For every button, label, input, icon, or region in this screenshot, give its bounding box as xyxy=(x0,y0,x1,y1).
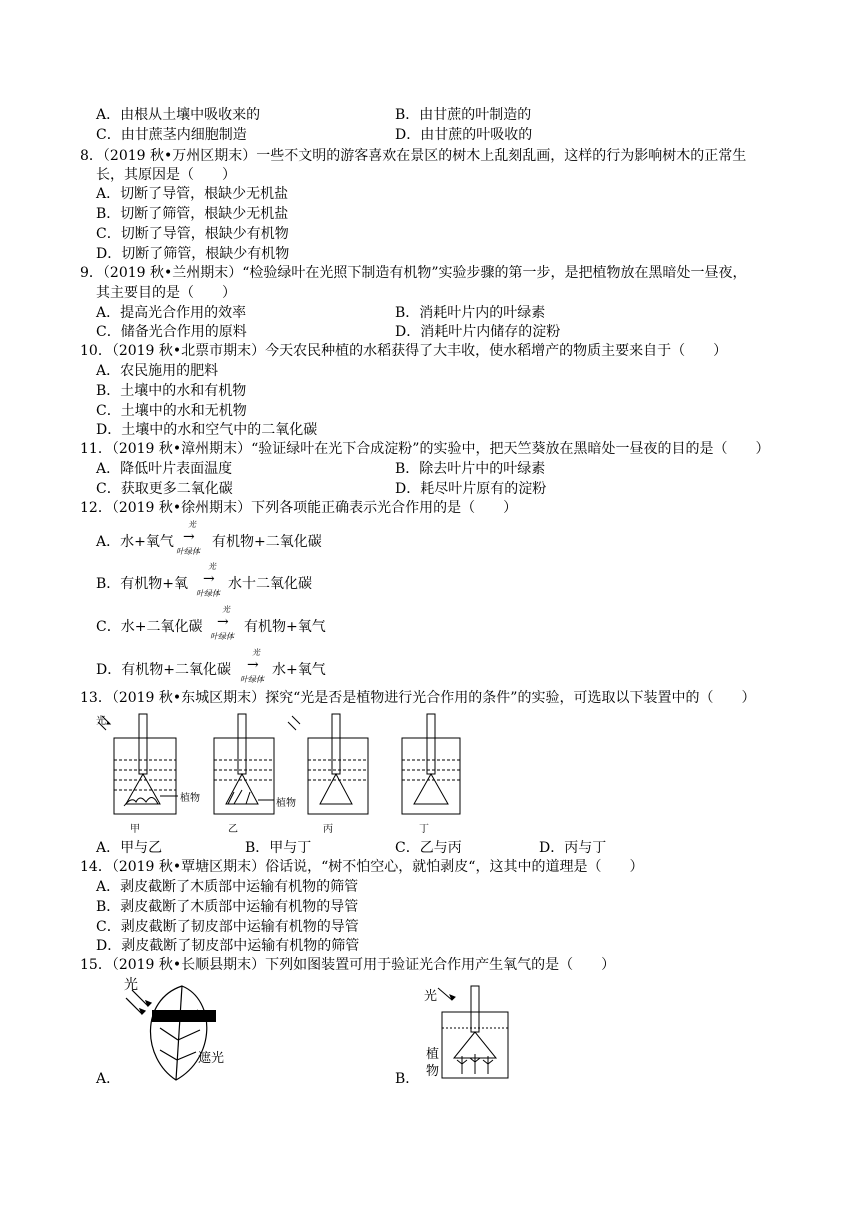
q15-b-plant-label-1: 植 xyxy=(426,1047,440,1062)
q11-option-b: B．除去叶片中的叶绿素 xyxy=(395,461,546,477)
q12-a-left: A．水+氧气 xyxy=(96,534,174,550)
q12-c-arrow: → xyxy=(217,614,229,630)
q9-option-d: D．消耗叶片内储存的淀粉 xyxy=(395,324,561,340)
q10-option-c: C．土壤中的水和无机物 xyxy=(96,403,247,419)
leaf-shading-illustration xyxy=(120,980,240,1090)
q13-light-label: 光 xyxy=(96,716,106,727)
q13-apparatus-figure xyxy=(96,712,476,834)
q11-option-a: A．降低叶片表面温度 xyxy=(96,461,233,477)
q13-plant-label-2: 植物 xyxy=(276,798,296,809)
q12-d-arrow: → xyxy=(247,657,259,673)
q8-option-c: C．切断了导管，根缺少有机物 xyxy=(96,226,289,242)
q12-c-right: 有机物+氧气 xyxy=(244,619,326,635)
q14-option-c: C．剥皮截断了韧皮部中运输有机物的导管 xyxy=(96,919,359,935)
q12-a-chloro: 叶绿体 xyxy=(176,547,200,556)
q15-stem: 15．（2019 秋•长顺县期末）下列如图装置可用于验证光合作用产生氧气的是（ ） xyxy=(80,957,616,973)
q10-option-a: A．农民施用的肥料 xyxy=(96,363,219,379)
q12-d-chloro: 叶绿体 xyxy=(240,675,264,684)
q15-option-a-label: A． xyxy=(96,1071,121,1087)
q12-d-light: 光 xyxy=(252,648,260,657)
q8-option-a: A．切断了导管，根缺少无机盐 xyxy=(96,186,289,202)
q8-stem-line2: 长，其原因是（ ） xyxy=(96,167,236,183)
q12-d-left: D．有机物+二氧化碳 xyxy=(96,662,231,678)
beaker-yi-drawing xyxy=(214,714,274,814)
q10-option-b: B．土壤中的水和有机物 xyxy=(96,383,247,399)
q14-option-b: B．剥皮截断了木质部中运输有机物的导管 xyxy=(96,899,359,915)
q8-option-b: B．切断了筛管，根缺少无机盐 xyxy=(96,206,289,222)
q13-plant-label-1: 植物 xyxy=(180,793,200,804)
q12-a-arrow: → xyxy=(183,529,195,545)
q7-option-a: A．由根从土壤中吸收来的 xyxy=(96,107,261,123)
q8-stem-line1: 8．（2019 秋•万州区期末）一些不文明的游客喜欢在景区的树木上乱刻乱画，这样的行为影响树木的正常生 xyxy=(80,148,747,164)
q12-b-left: B．有机物+氧 xyxy=(96,576,189,592)
q9-option-a: A．提高光合作用的效率 xyxy=(96,305,247,321)
beaker-ding-drawing xyxy=(402,714,460,814)
q12-b-right: 水十二氧化碳 xyxy=(228,576,312,592)
q14-option-d: D．剥皮截断了韧皮部中运输有机物的筛管 xyxy=(96,938,360,954)
q13-caption-ding: 丁 xyxy=(419,824,429,835)
q15-b-light-label: 光 xyxy=(424,989,438,1004)
q9-option-c: C．储备光合作用的原料 xyxy=(96,324,247,340)
q13-caption-bing: 丙 xyxy=(323,824,333,835)
q13-beakers-illustration xyxy=(96,712,476,834)
q8-option-d: D．切断了筛管，根缺少有机物 xyxy=(96,246,290,262)
q13-option-c: C．乙与丙 xyxy=(395,840,462,856)
q11-option-c: C．获取更多二氧化碳 xyxy=(96,481,233,497)
q9-option-b: B．消耗叶片内的叶绿素 xyxy=(395,305,546,321)
q12-d-right: 水+氧气 xyxy=(272,662,326,678)
q9-stem-line2: 其主要目的是（ ） xyxy=(96,285,236,301)
q7-option-b: B．由甘蔗的叶制造的 xyxy=(395,107,532,123)
q15-figure-a xyxy=(120,980,240,1090)
q11-option-d: D．耗尽叶片原有的淀粉 xyxy=(395,481,547,497)
q12-c-left: C．水+二氧化碳 xyxy=(96,619,203,635)
q12-a-light: 光 xyxy=(188,520,196,529)
q14-stem: 14．（2019 秋•覃塘区期末）俗话说，“树不怕空心，就怕剥皮“，这其中的道理是（ ） xyxy=(80,859,644,875)
q7-option-d: D．由甘蔗的叶吸收的 xyxy=(395,127,533,143)
q13-option-d: D．丙与丁 xyxy=(539,840,607,856)
q15-a-light-label: 光 xyxy=(124,977,138,993)
q10-option-d: D．土壤中的水和空气中的二氧化碳 xyxy=(96,422,318,438)
q12-b-chloro: 叶绿体 xyxy=(196,589,220,598)
q14-option-a: A．剥皮截断了木质部中运输有机物的筛管 xyxy=(96,879,359,895)
q13-option-a: A．甲与乙 xyxy=(96,840,163,856)
q15-b-plant-label-2: 物 xyxy=(426,1064,440,1079)
q13-caption-jia: 甲 xyxy=(130,824,140,835)
q10-stem: 10．（2019 秋•北票市期末）今天农民种植的水稻获得了大丰收，使水稻增产的物质主要来自于（ ） xyxy=(80,343,728,359)
q15-a-shade-label: 遮光 xyxy=(198,1051,225,1066)
q12-c-light: 光 xyxy=(222,605,230,614)
q15-option-b-label: B． xyxy=(395,1071,420,1087)
q12-c-chloro: 叶绿体 xyxy=(210,632,234,641)
q12-a-right: 有机物+二氧化碳 xyxy=(212,534,322,550)
q13-caption-yi: 乙 xyxy=(228,824,238,835)
q12-b-arrow: → xyxy=(203,571,215,587)
q12-b-light: 光 xyxy=(208,562,216,571)
q9-stem-line1: 9．（2019 秋•兰州期末）“检验绿叶在光照下制造有机物”实验步骤的第一步，是把植物放在黑暗处一昼夜， xyxy=(80,265,747,281)
q11-stem: 11．（2019 秋•漳州期末）“验证绿叶在光下合成淀粉”的实验中，把天竺葵放在黑暗处一昼夜的目的是（ ） xyxy=(80,441,770,457)
beaker-bing-drawing xyxy=(288,714,368,814)
q12-stem: 12．（2019 秋•徐州期末）下列各项能正确表示光合作用的是（ ） xyxy=(80,500,518,516)
q13-stem: 13．（2019 秋•东城区期末）探究“光是否是植物进行光合作用的条件”的实验，可选取以下装置中的（ ） xyxy=(80,690,756,706)
beaker-jia-drawing xyxy=(98,714,178,814)
q7-option-c: C．由甘蔗茎内细胞制造 xyxy=(96,127,247,143)
q13-option-b: B．甲与丁 xyxy=(245,840,312,856)
